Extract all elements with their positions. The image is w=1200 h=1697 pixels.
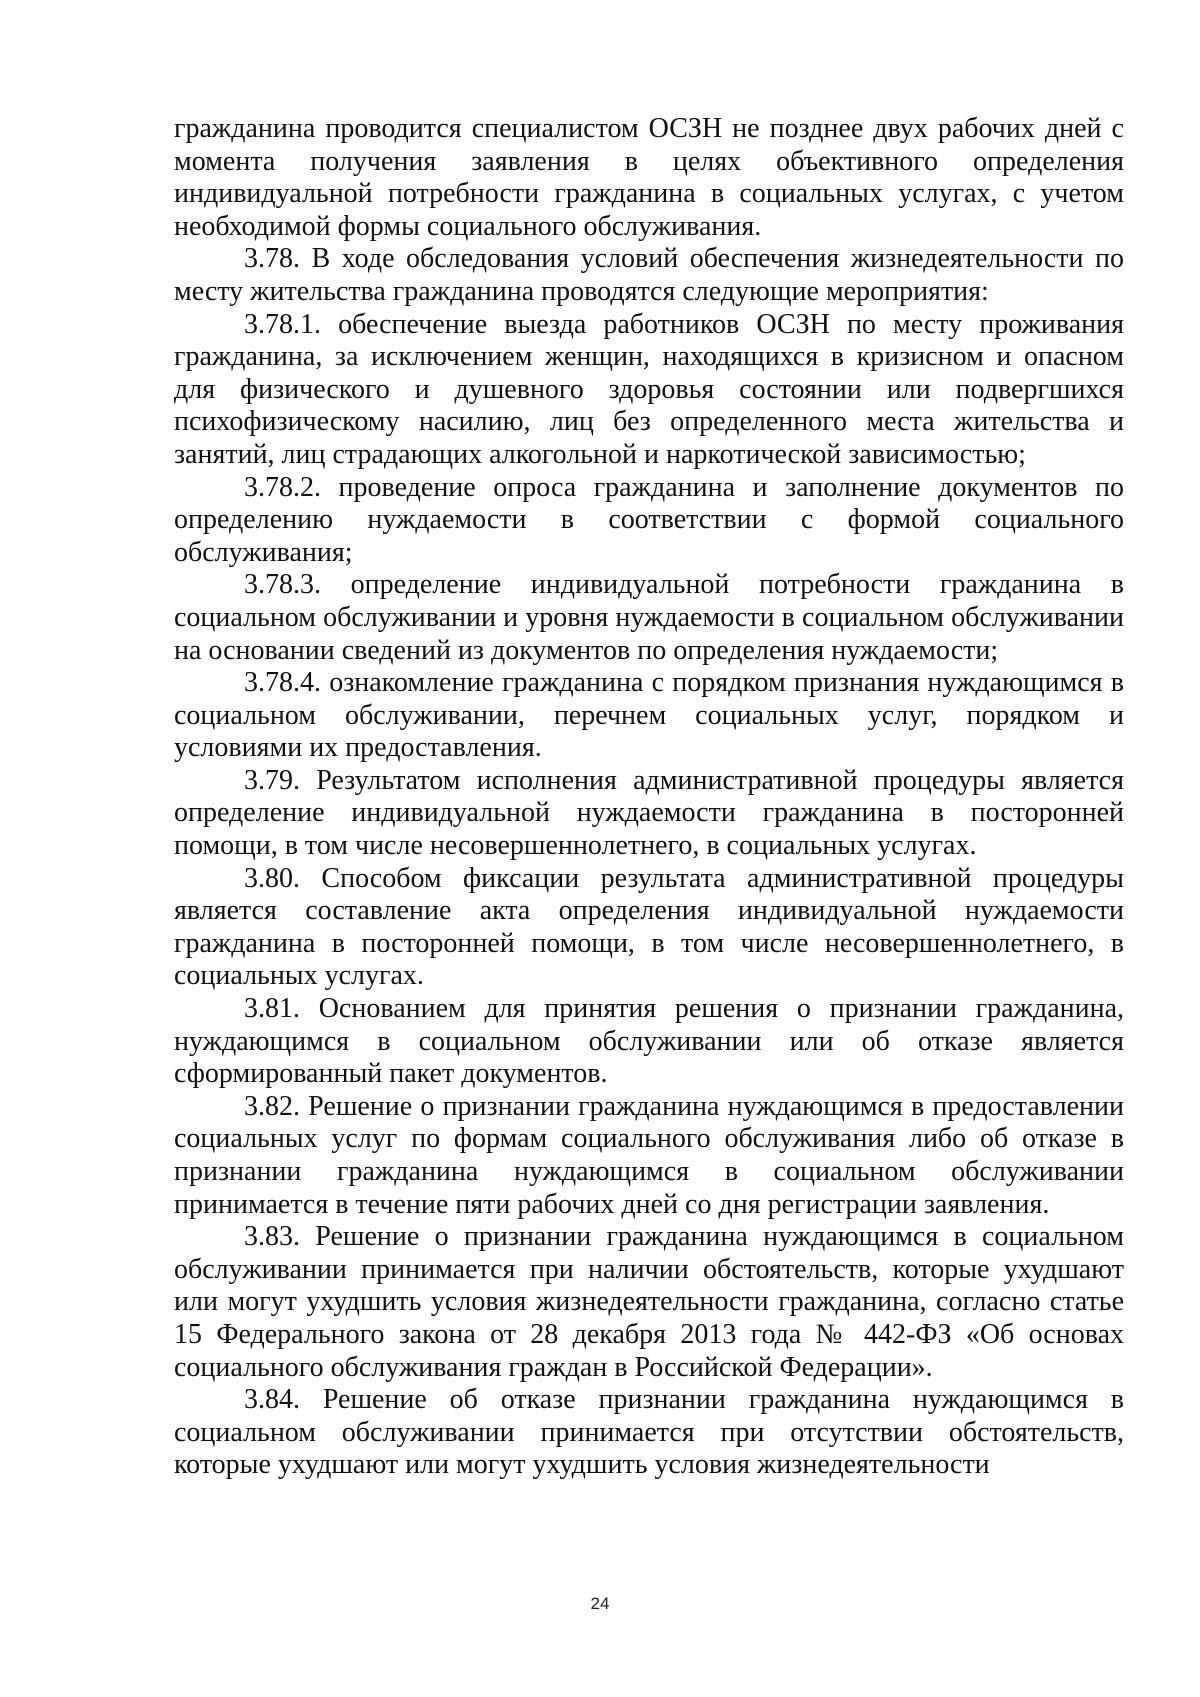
- paragraph-3-84: 3.84. Решение об отказе признании гражданина нуждающимся в социальном обслуживании принимается при отсутствии обстоятельств, которые ухудшают или могут ухудшить условия жизнедеятельности: [174, 1384, 1124, 1481]
- paragraph-3-78: 3.78. В ходе обследования условий обеспечения жизнедеятельности по месту жительства гражданина проводятся следующие мероприятия:: [174, 243, 1124, 307]
- paragraph-3-82: 3.82. Решение о признании гражданина нуждающимся в предоставлении социальных услуг по формам социального обслуживания либо об отказе в признании гражданина нуждающимся в социальном обслуживании принимается в течение пяти рабочих дней со дня регистрации заявления.: [174, 1090, 1124, 1220]
- paragraph-3-83: 3.83. Решение о признании гражданина нуждающимся в социальном обслуживании принимается при наличии обстоятельств, которые ухудшают или могут ухудшить условия жизнедеятельности гражданина, согласно статье 15 Федерального закона от 28 декабря 2013 года № 442-ФЗ «Об основах социального обслуживания граждан в Российской Федерации».: [174, 1221, 1124, 1383]
- paragraph-3-78-4: 3.78.4. ознакомление гражданина с порядком признания нуждающимся в социальном обслуживании, перечнем социальных услуг, порядком и условиями их предоставления.: [174, 667, 1124, 764]
- page-number: 24: [590, 1594, 610, 1613]
- paragraph-continuation: гражданина проводится специалистом ОСЗН не позднее двух рабочих дней с момента получения заявления в целях объективного определения индивидуальной потребности гражданина в социальных услугах, с учетом необходимой формы социального обслуживания.: [174, 113, 1124, 242]
- paragraph-3-80: 3.80. Способом фиксации результата административной процедуры является составление акта определения индивидуальной нуждаемости гражданина в посторонней помощи, в том числе несовершеннолетнего, в социальных услугах.: [174, 862, 1124, 992]
- paragraph-3-78-2: 3.78.2. проведение опроса гражданина и заполнение документов по определению нуждаемости в соответствии с формой социального обслуживания;: [174, 471, 1124, 568]
- paragraph-3-78-3: 3.78.3. определение индивидуальной потребности гражданина в социальном обслуживании и уровня нуждаемости в социальном обслуживании на основании сведений из документов по определения нуждаемости;: [174, 569, 1124, 666]
- paragraph-3-81: 3.81. Основанием для принятия решения о признании гражданина, нуждающимся в социальном обслуживании или об отказе является сформированный пакет документов.: [174, 993, 1124, 1090]
- document-body: [174, 113, 1124, 1482]
- paragraph-3-78-1: 3.78.1. обеспечение выезда работников ОСЗН по месту проживания гражданина, за исключением женщин, находящихся в кризисном и опасном для физического и душевного здоровья состоянии или подвергшихся психофизическому насилию, лиц без определенного места жительства и занятий, лиц страдающих алкогольной и наркотической зависимостью;: [174, 308, 1124, 470]
- paragraph-3-79: 3.79. Результатом исполнения административной процедуры является определение индивидуальной нуждаемости гражданина в посторонней помощи, в том числе несовершеннолетнего, в социальных услугах.: [174, 764, 1124, 862]
